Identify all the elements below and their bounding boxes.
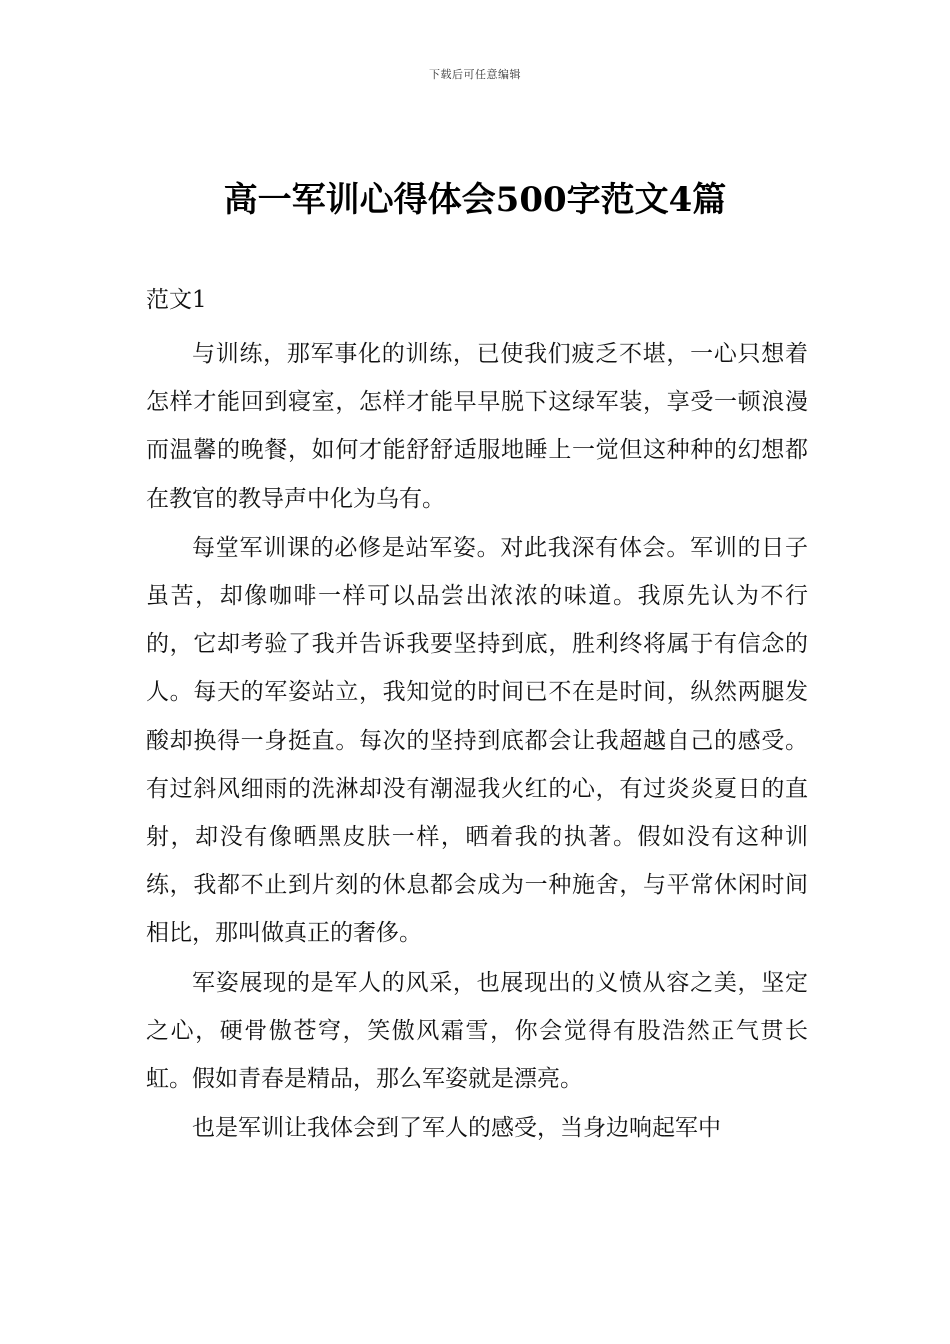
paragraph-2: 每堂军训课的必修是站军姿。对此我深有体会。军训的日子虽苦，却像咖啡一样可以品尝出浓浓的味道。我原先认为不行的，它却考验了我并告诉我要坚持到底，胜利终将属于有信念的人。每天的军姿站立，我知觉的时间已不在是时间，纵然两腿发酸却换得一身挺直。每次的坚持到底都会让我超越自己的感受。有过斜风细雨的洗淋却没有潮湿我火红的心，有过炎炎夏日的直射，却没有像晒黑皮肤一样，晒着我的执著。假如没有这种训练，我都不止到片刻的休息都会成为一种施舍，与平常休闲时间相比，那叫做真正的奢侈。 [146,534,808,947]
header-note: 下载后可任意编辑 [429,68,521,81]
document-title: 高一军训心得体会500字范文4篇 [223,180,727,220]
paragraph-3: 军姿展现的是军人的风采，也展现出的义愤从容之美，坚定之心，硬骨傲苍穹，笑傲风霜雪，你会觉得有股浩然正气贯长虹。假如青春是精品，那么军姿就是漂亮。 [146,969,808,1093]
paragraph-1: 与训练，那军事化的训练，已使我们疲乏不堪，一心只想着怎样才能回到寝室，怎样才能早早脱下这绿军装，享受一顿浪漫而温馨的晚餐，如何才能舒舒适服地睡上一觉但这种种的幻想都在教官的教导声中化为乌有。 [146,341,808,512]
paragraph-4: 也是军训让我体会到了军人的感受，当身边响起军中 [192,1115,721,1142]
document-body [146,330,808,1153]
section-label: 范文1 [146,287,207,313]
